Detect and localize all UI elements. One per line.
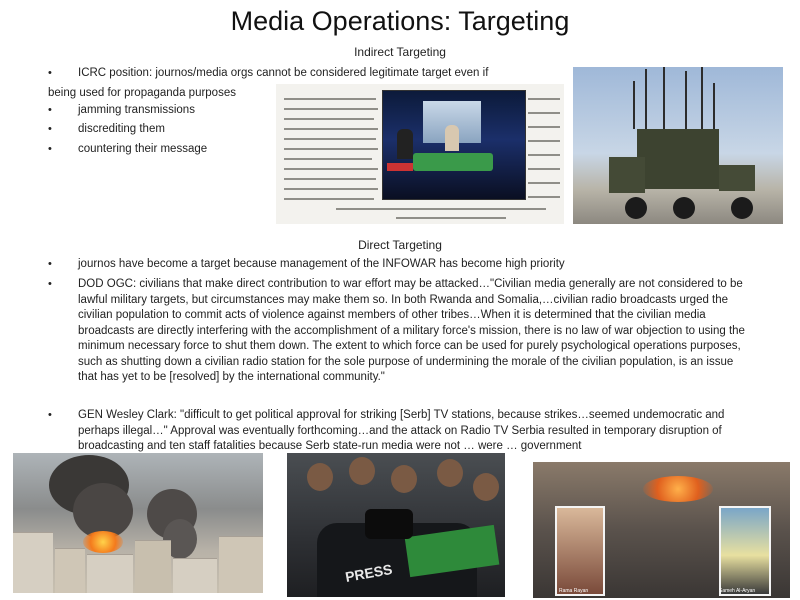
journalists-collage-image (533, 462, 790, 598)
bullet-text: discrediting them (78, 123, 165, 135)
direct-targeting-heading: Direct Targeting (358, 238, 442, 252)
bullet-text: jamming transmissions (78, 104, 195, 116)
bullet-dot: • (48, 409, 52, 421)
press-vest-label: PRESS (343, 561, 394, 585)
bullet-text: GEN Wesley Clark: "difficult to get political approval for striking [Serb] TV stations, because strikes…seemed undemocratic and perhaps illegal…" Approval was eventually forthcoming…and the attack on Radio TV Serbia resulted in temporary disruption of broadcasting and ten staff fatalities because Serb state-run media were not … were … government (78, 409, 725, 452)
tv-studio-photo (382, 90, 526, 200)
bullet-discrediting (48, 122, 268, 138)
jamming-vehicle-image (573, 67, 783, 224)
newspaper-clipping-image (276, 84, 564, 224)
bullet-infowar (48, 257, 754, 273)
indirect-targeting-heading: Indirect Targeting (354, 45, 446, 59)
caption-right: Sameh Al-Aryan (719, 588, 756, 594)
caption-left: Rama Rayan (559, 588, 589, 594)
bullet-jamming (48, 103, 268, 119)
bullet-wesley-clark (48, 408, 754, 455)
airstrike-smoke-image (13, 453, 263, 593)
bullet-countering (48, 142, 268, 158)
bullet-dot: • (48, 143, 52, 155)
icrc-line-1: ICRC position: journos/media orgs cannot be considered legitimate target even if (78, 67, 489, 79)
bullet-text: journos have become a target because management of the INFOWAR has become high priority (78, 258, 565, 270)
bullet-dot: • (48, 104, 52, 116)
slide-title: Media Operations: Targeting (230, 6, 570, 36)
bullet-text: countering their message (78, 143, 208, 155)
bullet-dot: • (48, 258, 52, 270)
bullet-dot: • (48, 278, 52, 290)
bullet-dot: • (48, 123, 52, 135)
bullet-dod-ogc (48, 277, 754, 386)
bullet-dot: • (48, 67, 52, 79)
icrc-line-2: being used for propaganda purposes (48, 86, 236, 99)
bullet-text: DOD OGC: civilians that make direct contribution to war effort may be attacked…"Civilian media generally are not considered to be lawful military targets, but circumstances may make them so. In both Rwanda and Somalia,…civilian radio broadcasts urged the civilian population to commit acts of violence against members of other tribes…When it is determined that the civilian media broadcasts are directly interfering with the accomplishment of a military force's mission, there is no law of war objection to using the minimum necessary force to shut them down. The extent to which force can be used for purely psychological operations purposes, such as shutting down a civilian radio station for the sole purpose of undermining the morale of the civilian population, is an issue that has yet to be [resolved] by the international community." (78, 278, 745, 383)
press-vest-funeral-image (287, 453, 505, 597)
